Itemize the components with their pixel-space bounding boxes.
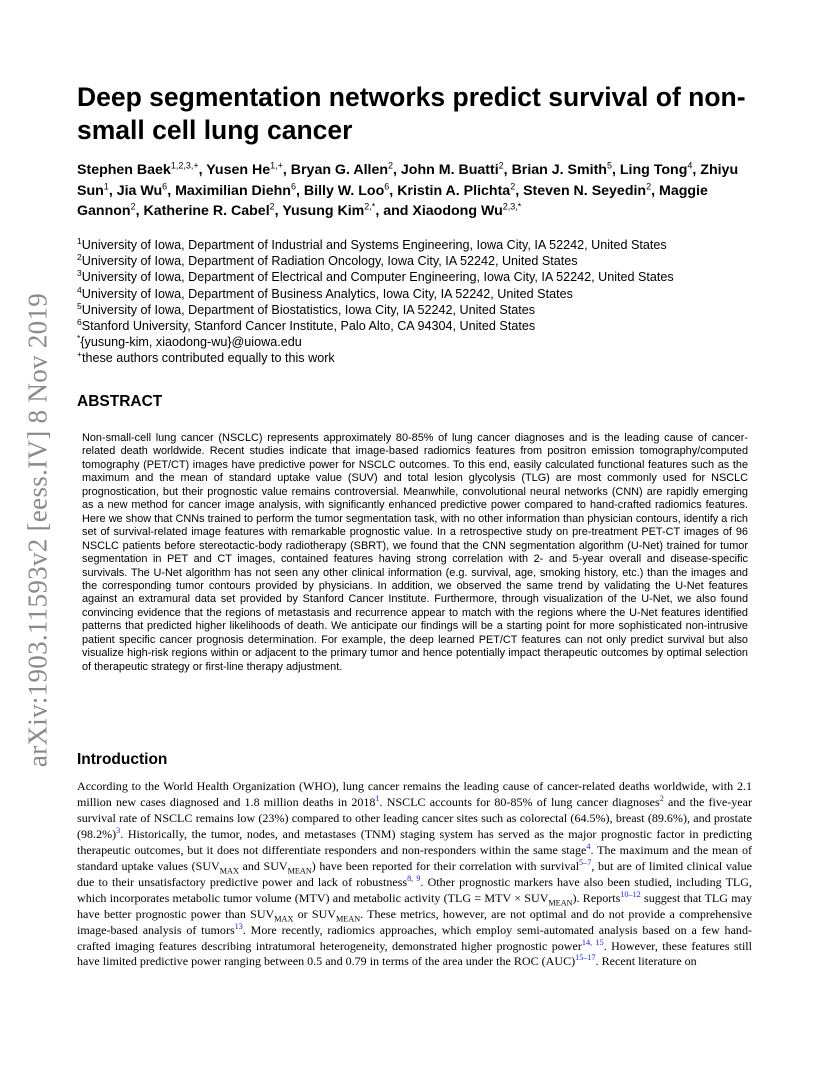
author-name: Zhiyu Sun$^1$ <box>77 162 739 199</box>
affiliation-item <box>77 318 777 334</box>
author-affiliation-mark: 2 <box>510 180 516 191</box>
author-separator: , <box>282 162 291 178</box>
body-text: , but are of limited clinical value due to their unsatisfactory predictive power and lack of robustness <box>77 858 752 889</box>
citation-link[interactable]: 4 <box>586 841 591 851</box>
author-separator: , <box>295 182 304 199</box>
author-name: Katherine R. Cabel$^2$ <box>143 201 275 219</box>
body-text: . NSCLC accounts for 80-85% of lung cancer diagnoses <box>379 794 660 809</box>
affiliation-text: University of Iowa, Department of Business Analytics, Iowa City, IA 52242, United States <box>81 286 573 301</box>
subscript-text: MEAN <box>548 898 573 908</box>
author-separator: , <box>274 203 283 219</box>
affiliation-item <box>77 334 777 350</box>
author-name: John M. Buatti$^2$ <box>400 160 504 178</box>
affiliation-text: {yusung-kim, xiaodong-wu}@uiowa.edu <box>80 335 302 350</box>
author-name: Ling Tong$^4$ <box>619 160 693 178</box>
subscript-text: MAX <box>219 866 239 876</box>
author-separator: , <box>135 203 144 219</box>
body-text: . Other prognostic markers have also been studied, including TLG, which incorporates metabolic tumor volume (MTV) and metabolic activity (TLG = MTV × SUV <box>77 874 753 905</box>
author-name: Kristin A. Plichta$^2$ <box>397 180 516 199</box>
author-affiliation-mark: 4 <box>687 160 693 171</box>
introduction-body <box>77 779 752 970</box>
affiliation-mark: + <box>77 349 82 360</box>
author-affiliation-mark: 6 <box>290 180 296 191</box>
affiliation-mark: 4 <box>77 284 82 295</box>
affiliation-text: University of Iowa, Department of Industrial and Systems Engineering, Iowa City, IA 52242, United States <box>81 238 667 252</box>
subscript-text: MAX <box>274 914 294 924</box>
author-name: Bryan G. Allen$^2$ <box>290 160 394 178</box>
author-separator: , <box>198 162 207 178</box>
author-affiliation-mark: 2 <box>388 160 394 171</box>
citation-link[interactable]: 8, 9 <box>407 873 421 883</box>
affiliation-text: University of Iowa, Department of Biostatistics, Iowa City, IA 52242, United States <box>81 302 536 317</box>
author-affiliation-mark: 1,2,3,+ <box>170 160 199 171</box>
abstract-body: Non-small-cell lung cancer (NSCLC) represents approximately 80-85% of lung cancer diagnoses and is the leading cause of cancer-related death worldwide. Recent studies indicate that image-based radiomics features from positron emission tomography/computed tomography (PET/CT) images have predictive power for NSCLC outcomes. To this end, easily calculated functional features such as the maximum and the mean of standard uptake value (SUV) and total lesion glycolysis (TLG) are most commonly used for NSCLC prognostication, but their prognostic value remains controversial. Meanwhile, convolutional neural networks (CNN) are rapidly emerging as a new method for cancer image analysis, with significantly enhanced predictive power compared to hand-crafted radiomics features. Here we show that CNNs trained to perform the tumor segmentation task, with no other information than physician contours, identify a rich set of survival-related image features with remarkable prognostic value. In a retrospective study on pre-treatment PET-CT images of 96 NSCLC patients before stereotactic-body radiotherapy (SBRT), we found that the CNN segmentation algorithm (U-Net) trained for tumor segmentation in PET and CT images, contained features having strong correlation with 2- and 5-year overall and disease-specific survivals. The U-Net algorithm has not seen any other clinical information (e.g. survival, age, smoking history, etc.) than the images and the corresponding tumor contours provided by physicians. In addition, we observed the same trend by validating the U-Net features against an extramural data set provided by Stanford Cancer Institute. Furthermore, through visualization of the U-Net, we also found convincing evidence that the regions of metastasis and recurrence appear to match with the regions where the U-Net features identified patterns that predicted higher likelihoods of death. We anticipate our findings will be a starting point for more sophisticated non-intrusive patient specific cancer prognosis determination. For example, the deep learned PET/CT features can not only predict survival but also visualize high-risk regions within or adjacent to the primary tumor and hence potentially impact therapeutic outcomes by optimal selection of therapeutic strategy or first-line therapy adjustment. <box>82 432 748 673</box>
author-affiliation-mark: 2 <box>130 201 136 212</box>
affiliation-mark: 2 <box>77 252 82 263</box>
arxiv-identifier-stamp: arXiv:1903.11593v2 [eess.IV] 8 Nov 2019 <box>22 292 53 768</box>
author-affiliation-mark: 1 <box>103 180 109 191</box>
body-text: . Recent literature on <box>595 954 697 969</box>
body-text: . The maximum and the mean of standard uptake values (SUV <box>77 842 752 873</box>
citation-link[interactable]: 13 <box>234 921 243 931</box>
author-affiliation-mark: 6 <box>384 180 390 191</box>
author-affiliation-mark: 2 <box>646 180 652 191</box>
affiliation-item <box>77 302 777 318</box>
author-name: Maggie Gannon$^2$ <box>77 182 708 219</box>
author-affiliation-mark: 6 <box>162 180 168 191</box>
author-name: Xiaodong $Wu^{2,3,*}$ <box>412 201 522 219</box>
affiliation-item <box>77 269 777 285</box>
author-name: Yusen $He^{1,+}$ <box>206 160 283 178</box>
author-list <box>77 160 767 222</box>
author-separator: , <box>108 182 117 199</box>
author-separator: , <box>515 182 524 199</box>
body-text: and SUV <box>238 858 288 873</box>
body-text: . Historically, the tumor, nodes, and metastases (TNM) staging system has served as the major prognostic factor in predicting therapeutic outcomes, but it does not differentiate responders and non-responders within the same stage <box>77 826 752 857</box>
affiliation-text: University of Iowa, Department of Electrical and Computer Engineering, Iowa City, IA 52242, United States <box>81 270 674 285</box>
affiliation-text: University of Iowa, Department of Radiation Oncology, Iowa City, IA 52242, United States <box>81 254 578 269</box>
body-text: or SUV <box>293 906 337 921</box>
introduction-heading: Introduction <box>77 751 168 768</box>
paper-title: Deep segmentation networks predict survival of non-small cell lung cancer <box>77 82 746 145</box>
author-affiliation-mark: 2 <box>498 160 504 171</box>
affiliation-text: these authors contributed equally to this work <box>81 351 335 366</box>
author-separator: , <box>692 162 701 178</box>
body-text: According to the World Health Organization (WHO), lung cancer remains the leading cause of cancer-related deaths worldwide, with 2.1 million new cases diagnosed and 1.8 million deaths in 2018 <box>77 779 752 809</box>
body-text: . More recently, radiomics approaches, which employ semi-automated analysis based on a few hand-crafted imaging features describing intratumoral heterogeneity, demonstrated higher prognostic power <box>77 922 752 953</box>
author-affiliation-mark: 2 <box>269 201 275 212</box>
affiliation-mark: 3 <box>77 268 82 279</box>
body-text: suggest that TLG may have better prognostic power than SUV <box>77 890 752 921</box>
body-text: . These metrics, however, are not optimal and do not provide a comprehensive image-based analysis of tumors <box>77 906 753 937</box>
affiliation-mark: 6 <box>77 316 82 327</box>
author-name: Steven N. Seyedin$^2$ <box>523 180 652 199</box>
affiliation-item <box>77 350 777 366</box>
author-affiliation-mark: 2,* <box>364 201 376 212</box>
subscript-text: MEAN <box>336 914 361 924</box>
citation-link[interactable]: 14, 15 <box>581 937 604 947</box>
affiliation-list <box>77 237 777 367</box>
author-separator: , <box>651 182 660 199</box>
affiliation-item <box>77 286 777 302</box>
author-name: Brian J. Smith$^5$ <box>511 160 612 178</box>
author-name: Maximilian Diehn$^6$ <box>175 180 296 199</box>
citation-link[interactable]: 3 <box>116 825 121 835</box>
abstract-heading: ABSTRACT <box>77 393 163 410</box>
citation-link[interactable]: 15–17 <box>575 953 596 963</box>
author-separator: , <box>393 162 401 178</box>
author-separator: , <box>167 182 176 199</box>
citation-link[interactable]: 5–7 <box>579 857 592 867</box>
affiliation-mark: * <box>77 333 81 344</box>
subscript-text: MEAN <box>287 866 312 876</box>
affiliation-mark: 1 <box>77 235 82 246</box>
author-name: Jia Wu$^6$ <box>116 180 168 199</box>
citation-link[interactable]: 10–12 <box>620 889 641 899</box>
body-text: and the five-year survival rate of NSCLC remains low (23%) compared to other leading cancer sites such as colorectal (64.5%), breast (89.6%), and prostate (98.2%) <box>77 794 752 841</box>
body-text: ). Reports <box>572 890 621 905</box>
citation-link[interactable]: 1 <box>375 793 380 803</box>
author-name: Stephen Baek$^{1,2,3,+}$ <box>77 160 199 178</box>
author-affiliation-mark: 2,3,* <box>502 201 522 212</box>
author-separator: , <box>503 162 512 178</box>
author-affiliation-mark: 5 <box>606 160 612 171</box>
affiliation-text: Stanford University, Stanford Cancer Institute, Palo Alto, CA 94304, United States <box>81 319 536 334</box>
body-text: ) have been reported for their correlation with survival <box>311 858 580 873</box>
author-name: Yusung Kim$^{2,*}$ <box>282 201 376 219</box>
author-affiliation-mark: 1,+ <box>270 160 283 171</box>
author-separator: , and <box>375 203 413 219</box>
author-name: Billy W. Loo$^6$ <box>303 180 390 199</box>
affiliation-mark: 5 <box>77 300 82 311</box>
author-separator: , <box>611 162 620 178</box>
affiliation-item <box>77 253 777 269</box>
author-separator: , <box>389 182 398 199</box>
body-text: . However, these features still have limited predictive power ranging between 0.5 and 0.79 in terms of the area under the ROC (AUC) <box>77 938 753 969</box>
citation-link[interactable]: 2 <box>659 793 664 803</box>
affiliation-item <box>77 237 777 253</box>
